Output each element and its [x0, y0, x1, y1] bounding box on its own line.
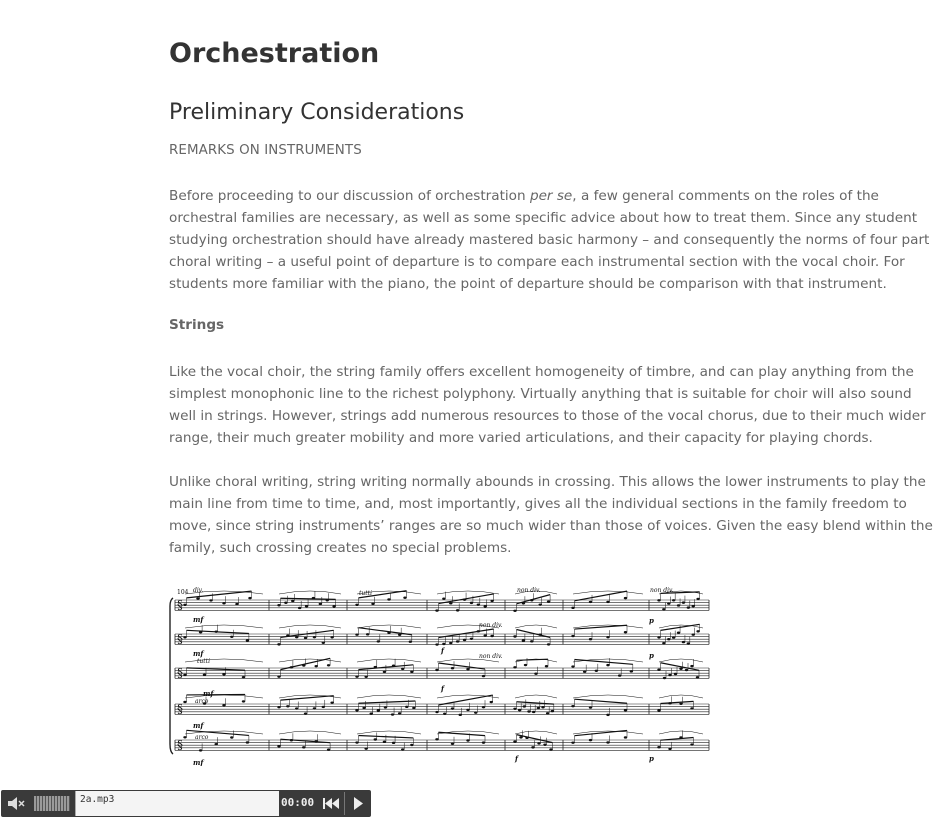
note-head — [589, 706, 592, 708]
note-head — [459, 714, 462, 716]
note-head — [410, 744, 413, 746]
note-head — [571, 635, 574, 637]
note-head — [543, 744, 546, 746]
note-head — [442, 597, 445, 599]
note-head — [313, 636, 316, 638]
note-head — [391, 713, 394, 715]
slur — [357, 625, 421, 628]
note-head — [355, 604, 358, 606]
note-head — [302, 746, 305, 748]
note-head — [183, 674, 186, 676]
annotation-arco-2: arco — [195, 734, 209, 741]
note-head — [679, 703, 682, 705]
slur — [279, 625, 341, 628]
slur — [279, 731, 341, 734]
slur — [573, 591, 643, 594]
note-head — [539, 603, 542, 605]
note-head — [196, 597, 199, 599]
audio-player — [1, 790, 371, 817]
note-head — [624, 709, 627, 711]
note-head — [571, 705, 574, 707]
note-head — [667, 602, 670, 604]
note-head — [315, 665, 318, 667]
note-head — [442, 643, 445, 645]
clef: § — [177, 666, 183, 680]
note-head — [662, 642, 665, 644]
note-beam — [661, 701, 694, 703]
annotation-arco-1: arco — [195, 698, 209, 705]
note-head — [332, 605, 335, 607]
note-head — [690, 743, 693, 745]
progress-track[interactable] — [75, 791, 279, 816]
note-head — [534, 673, 537, 675]
note-head — [398, 634, 401, 636]
note-head — [284, 602, 287, 604]
note-head — [606, 601, 609, 603]
slur — [573, 659, 643, 662]
note-head — [330, 636, 333, 638]
note-head — [682, 601, 685, 603]
measure-number: 104 — [177, 589, 189, 596]
note-head — [451, 743, 454, 745]
note-head — [183, 604, 186, 606]
note-head — [298, 607, 301, 609]
paragraph-intro — [169, 185, 937, 295]
note-head — [484, 634, 487, 636]
note-head — [371, 603, 374, 605]
slur — [279, 659, 341, 662]
note-head — [690, 707, 693, 709]
note-head — [523, 705, 526, 707]
note-beam — [575, 625, 628, 629]
note-beam — [575, 699, 628, 703]
note-head — [630, 670, 633, 672]
note-head — [215, 743, 218, 745]
paragraph-strings: Like the vocal choir, the string family offers excellent homogeneity of timbre, and can play anything from the simplest monophonic line to the richest polyphony. Virtually anything that is suitable for choir will also sound well in strings. However, strings add numerous resources to those of the vocal chorus, due to their much wider range, their much greater mobility and more varied articulations, and their capacity for playing chords. — [169, 364, 926, 446]
note-head — [449, 642, 452, 644]
intro-emphasis: per se — [529, 188, 573, 204]
dynamic-mf-5: mf — [193, 758, 204, 766]
volume-slider[interactable] — [34, 796, 70, 811]
note-head — [246, 639, 249, 641]
note-head — [482, 675, 485, 677]
note-head — [449, 602, 452, 604]
note-head — [362, 707, 365, 709]
note-head — [668, 674, 671, 676]
slur — [515, 731, 557, 734]
note-head — [304, 712, 307, 714]
section-title: Preliminary Considerations — [169, 100, 465, 125]
note-head — [527, 710, 530, 712]
note-head — [513, 740, 516, 742]
note-head — [435, 711, 438, 713]
note-head — [530, 640, 533, 642]
note-head — [466, 739, 469, 741]
note-head — [547, 600, 550, 602]
annotation-tutti-2: tutti — [197, 658, 211, 665]
note-head — [277, 745, 280, 747]
note-head — [355, 675, 358, 677]
note-head — [692, 605, 695, 607]
note-head — [696, 598, 699, 600]
note-beam — [187, 694, 246, 695]
note-head — [451, 707, 454, 709]
note-head — [522, 639, 525, 641]
note-head — [330, 701, 333, 703]
note-head — [456, 640, 459, 642]
note-head — [313, 707, 316, 709]
slur — [659, 659, 703, 662]
note-head — [532, 711, 535, 713]
note-head — [513, 610, 516, 612]
note-head — [410, 671, 413, 673]
note-head — [463, 639, 466, 641]
note-head — [547, 643, 550, 645]
note-head — [477, 604, 480, 606]
staff-lines — [175, 600, 709, 750]
note-head — [518, 709, 521, 711]
note-head — [531, 746, 534, 748]
note-head — [513, 708, 516, 710]
page-title: Orchestration — [169, 38, 380, 69]
dynamic-p-3: p — [649, 754, 654, 763]
note-head — [322, 706, 325, 708]
note-head — [277, 675, 280, 677]
note-head — [490, 600, 493, 602]
note-head — [595, 670, 598, 672]
note-head — [545, 665, 548, 667]
dynamic-mf-2: mf — [193, 649, 204, 658]
note-head — [242, 676, 245, 678]
note-head — [377, 709, 380, 711]
dynamic-f-1: f — [441, 646, 445, 655]
note-head — [366, 633, 369, 635]
note-head — [242, 700, 245, 702]
note-beam — [281, 598, 336, 599]
note-head — [679, 668, 682, 670]
note-head — [583, 670, 586, 672]
note-head — [513, 635, 516, 637]
note-head — [286, 705, 289, 707]
note-head — [677, 632, 680, 634]
note-head — [470, 602, 473, 604]
note-head — [537, 742, 540, 744]
dynamic-mf-1: mf — [193, 615, 204, 624]
paragraph-crossing: Unlike choral writing, string writing normally abounds in crossing. This allows the lower instruments to play the main line from time to time, and, most importantly, gives all the individual sections in the family freedom to move, since string instruments’ ranges are so much wider than those of voices. Given the easy blend within the family, such crossing creates no special problems. — [169, 474, 933, 556]
note-head — [672, 599, 675, 601]
note-head — [618, 674, 621, 676]
note-head — [589, 638, 592, 640]
slur — [659, 695, 703, 698]
note-head — [295, 707, 298, 709]
note-head — [183, 736, 186, 738]
note-head — [466, 709, 469, 711]
note-head — [606, 741, 609, 743]
note-head — [377, 640, 380, 642]
note-head — [657, 746, 660, 748]
note-head — [482, 706, 485, 708]
note-head — [657, 669, 660, 671]
note-head — [222, 704, 225, 706]
note-head — [549, 748, 552, 750]
annotation-tutti-1: tutti — [359, 590, 373, 597]
dynamic-mf-4: mf — [193, 721, 204, 730]
note-head — [451, 667, 454, 669]
note-head — [667, 638, 670, 640]
note-head — [696, 676, 699, 678]
note-head — [230, 636, 233, 638]
note-head — [403, 597, 406, 599]
note-head — [682, 641, 685, 643]
clef: § — [177, 702, 183, 716]
note-head — [322, 642, 325, 644]
rewind-icon[interactable] — [321, 795, 341, 812]
note-head — [685, 669, 688, 671]
note-head — [513, 666, 516, 668]
note-head — [392, 742, 395, 744]
note-head — [606, 714, 609, 716]
system-bracket — [170, 598, 173, 754]
note-head — [606, 664, 609, 666]
note-head — [384, 706, 387, 708]
note-head — [668, 748, 671, 750]
note-head — [183, 701, 186, 703]
note-head — [370, 712, 373, 714]
note-head — [319, 603, 322, 605]
note-head — [537, 707, 540, 709]
note-head — [374, 738, 377, 740]
note-head — [412, 707, 415, 709]
note-head — [571, 665, 574, 667]
note-head — [624, 736, 627, 738]
note-head — [541, 706, 544, 708]
slur — [659, 731, 703, 734]
annotation-non-div-2: non div. — [479, 622, 503, 629]
player-divider — [344, 792, 345, 815]
slur — [515, 625, 557, 628]
annotation-div: div. — [193, 587, 204, 594]
note-head — [546, 712, 549, 714]
slur — [279, 591, 341, 594]
note-head — [327, 664, 330, 666]
note-head — [687, 642, 690, 644]
slur — [357, 695, 421, 698]
note-head — [490, 701, 493, 703]
slur — [357, 731, 421, 734]
note-head — [589, 601, 592, 603]
dynamic-p-2: p — [649, 651, 654, 660]
note-head — [230, 736, 233, 738]
note-head — [470, 638, 473, 640]
note-head — [672, 636, 675, 638]
note-beam — [575, 660, 633, 665]
note-head — [235, 603, 238, 605]
dynamic-p-1: p — [649, 616, 654, 625]
strings-heading: Strings — [169, 317, 225, 333]
note-head — [183, 636, 186, 638]
note-head — [696, 630, 699, 632]
note-head — [327, 749, 330, 751]
note-head — [662, 608, 665, 610]
note-head — [456, 609, 459, 611]
note-head — [571, 607, 574, 609]
music-score — [169, 586, 714, 766]
dynamic-f-3: f — [515, 754, 519, 763]
note-head — [295, 636, 298, 638]
note-head — [484, 605, 487, 607]
note-head — [524, 664, 527, 666]
note-head — [364, 676, 367, 678]
dynamic-f-2: f — [441, 684, 445, 693]
subheading: REMARKS ON INSTRUMENTS — [169, 143, 362, 158]
slur — [515, 695, 557, 698]
note-head — [589, 739, 592, 741]
note-head — [364, 747, 367, 749]
note-head — [435, 609, 438, 611]
note-head — [199, 749, 202, 751]
note-head — [409, 641, 412, 643]
slur — [185, 625, 263, 628]
note-head — [663, 677, 666, 679]
note-head — [277, 604, 280, 606]
note-head — [209, 599, 212, 601]
note-head — [355, 741, 358, 743]
note-head — [474, 711, 477, 713]
volume-icon[interactable] — [5, 794, 27, 813]
note-head — [674, 673, 677, 675]
note-head — [355, 709, 358, 711]
note-head — [355, 633, 358, 635]
note-head — [401, 668, 404, 670]
dynamic-mf-3: mf — [203, 689, 214, 698]
slur — [573, 695, 643, 698]
note-head — [435, 669, 438, 671]
time-display: 00:00 — [281, 796, 315, 809]
clef: § — [177, 598, 183, 612]
intro-text-start: Before proceeding to our discussion of orchestration — [169, 188, 530, 204]
play-icon[interactable] — [351, 795, 365, 812]
note-head — [657, 709, 660, 711]
note-head — [692, 634, 695, 636]
note-head — [606, 636, 609, 638]
note-head — [291, 600, 294, 602]
note-head — [657, 599, 660, 601]
annotation-non-div-1: non div. — [517, 587, 541, 594]
note-head — [203, 674, 206, 676]
slur — [437, 731, 499, 734]
note-head — [387, 598, 390, 600]
note-head — [383, 741, 386, 743]
note-head — [687, 606, 690, 608]
clef: § — [177, 738, 183, 752]
note-head — [443, 713, 446, 715]
note-head — [246, 741, 249, 743]
file-name: 2a.mp3 — [80, 794, 115, 805]
note-head — [690, 665, 693, 667]
note-head — [677, 604, 680, 606]
note-head — [482, 741, 485, 743]
note-head — [435, 643, 438, 645]
clef: § — [177, 632, 183, 646]
intro-text-end: , a few general comments on the roles of the orchestral families are necessary, as well as some specific advice about how to treat them. Since any student studying orchestration should have already mastered basic harmony – and consequently the norms of four part choral writing – a useful point of departure is to compare each instrumental section with the vocal choir. For students more familiar with the piano, the point of departure should be comparison with that instrument. — [169, 188, 930, 292]
note-head — [466, 668, 469, 670]
note-head — [248, 597, 251, 599]
note-head — [398, 712, 401, 714]
note-head — [624, 597, 627, 599]
annotation-non-div-3: non div. — [479, 653, 503, 660]
note-head — [277, 706, 280, 708]
note-head — [383, 671, 386, 673]
annotation-non-div-4: non div. — [650, 587, 674, 594]
note-head — [222, 673, 225, 675]
notes — [177, 591, 703, 752]
note-head — [401, 748, 404, 750]
slur — [357, 659, 421, 662]
note-head — [624, 631, 627, 633]
note-head — [657, 636, 660, 638]
note-head — [551, 710, 554, 712]
note-head — [519, 736, 522, 738]
note-head — [490, 635, 493, 637]
note-head — [435, 738, 438, 740]
note-head — [405, 706, 408, 708]
note-head — [571, 741, 574, 743]
note-head — [277, 643, 280, 645]
slur — [437, 591, 499, 594]
note-head — [305, 605, 308, 607]
note-head — [304, 637, 307, 639]
note-head — [222, 602, 225, 604]
